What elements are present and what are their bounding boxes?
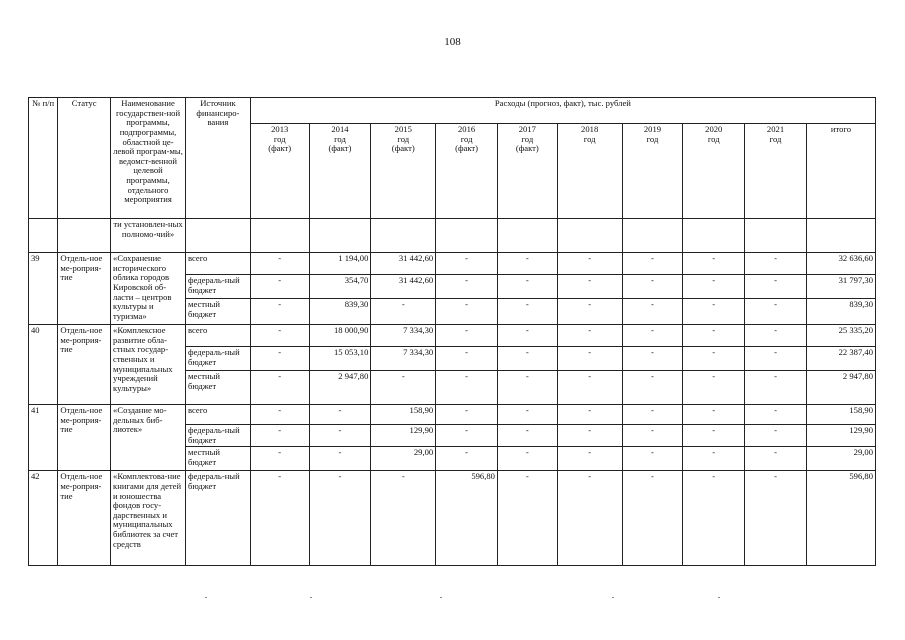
header-year [622,124,683,219]
header-status: Статус [58,98,111,219]
row-value: - [745,447,807,471]
year-sub: год [707,133,720,144]
row-source: местный бюджет [186,299,251,325]
table-row [29,405,876,425]
budget-table [28,97,876,566]
row-value: 29,00 [371,447,436,471]
scan-noise [0,597,905,601]
row-value: - [497,299,557,325]
row-value: - [745,325,807,347]
row-value: 158,90 [371,405,436,425]
cont-empty [29,219,58,253]
year-sub: год [521,133,534,144]
row-source: федераль-ный бюджет [186,425,251,447]
row-status: Отдель-ное ме-роприя-тие [58,325,111,405]
row-value: 18 000,90 [309,325,371,347]
row-value: - [745,299,807,325]
year-sub: год [397,133,410,144]
row-value: - [250,425,309,447]
header-year [250,124,309,219]
table-row [29,471,876,566]
continuation-row [29,219,876,253]
header-total: итого [806,124,875,219]
row-value: - [436,405,498,425]
row-source: всего [186,405,251,425]
row-value: - [436,425,498,447]
cont-empty [250,219,309,253]
row-source: местный бюджет [186,447,251,471]
cont-empty [745,219,807,253]
row-status: Отдель-ное ме-роприя-тие [58,253,111,325]
row-value: - [250,325,309,347]
year-label: 2020 [705,124,723,134]
row-value: - [250,447,309,471]
header-row [29,98,876,124]
year-label: 2016 [457,124,476,134]
row-value: 31 442,60 [371,253,436,275]
row-value: - [371,471,436,566]
row-value: - [622,347,683,371]
row-value: - [683,447,745,471]
row-value: - [622,325,683,347]
row-value: - [497,275,557,299]
row-source: местный бюджет [186,371,251,405]
row-value: - [745,425,807,447]
row-name: «Комплексное развитие обла-стных государ-ственных и муниципальных учреждений культуры» [111,325,186,405]
header-num: № п/п [29,98,58,219]
row-value: 596,80 [436,471,498,566]
row-value: - [683,471,745,566]
row-value: - [745,405,807,425]
table-row [29,325,876,347]
year-sub: год [646,133,659,144]
row-value: - [497,425,557,447]
row-source: федераль-ный бюджет [186,347,251,371]
year-note: (факт) [268,143,292,154]
year-note: (факт) [391,143,415,154]
row-total: 596,80 [806,471,875,566]
cont-name: ти установлен-ных полномо-чий» [111,219,186,253]
year-note: (факт) [515,143,539,154]
row-value: - [557,253,622,275]
row-value: - [683,325,745,347]
row-value: - [622,299,683,325]
row-value: 129,90 [371,425,436,447]
row-value: - [436,371,498,405]
row-value: - [436,299,498,325]
year-label: 2017 [518,124,536,134]
row-value: - [309,425,371,447]
year-note: (факт) [328,143,352,154]
row-value: - [309,471,371,566]
row-value: - [250,275,309,299]
row-value: - [371,371,436,405]
row-value: - [497,447,557,471]
row-value: - [683,425,745,447]
row-value: - [250,405,309,425]
row-value: - [683,371,745,405]
row-value: - [371,299,436,325]
row-value: - [557,325,622,347]
row-value: - [745,253,807,275]
row-value: - [745,347,807,371]
row-number: 39 [29,253,58,325]
row-value: 31 442,60 [371,275,436,299]
cont-empty [436,219,498,253]
row-value: 1 194,00 [309,253,371,275]
row-total: 32 636,60 [806,253,875,275]
cont-empty [58,219,111,253]
row-value: - [683,253,745,275]
cont-empty [371,219,436,253]
row-value: - [557,425,622,447]
row-status: Отдель-ное ме-роприя-тие [58,405,111,471]
row-total: 25 335,20 [806,325,875,347]
row-total: 29,00 [806,447,875,471]
row-value: - [683,299,745,325]
header-source: Источник финансиро-вания [186,98,251,219]
cont-empty [622,219,683,253]
cont-empty [683,219,745,253]
row-value: - [622,447,683,471]
row-name: «Сохранение исторического облика городов Кировской об-ласти – центров культуры и туризма» [111,253,186,325]
row-value: - [436,347,498,371]
row-total: 158,90 [806,405,875,425]
row-value: - [622,275,683,299]
row-total: 2 947,80 [806,371,875,405]
row-value: - [622,371,683,405]
header-expenses: Расходы (прогноз, факт), тыс. рублей [250,98,875,124]
row-value: - [557,299,622,325]
row-value: - [557,447,622,471]
row-source: федераль-ный бюджет [186,275,251,299]
row-total: 839,30 [806,299,875,325]
row-value: - [683,347,745,371]
row-value: 7 334,30 [371,347,436,371]
row-value: - [683,405,745,425]
row-value: - [622,405,683,425]
row-value: - [622,471,683,566]
year-label: 2019 [643,124,662,134]
year-label: 2013 [271,124,289,134]
row-number: 41 [29,405,58,471]
row-value: - [436,253,498,275]
row-value: - [250,347,309,371]
header-year [309,124,371,219]
row-source: всего [186,253,251,275]
header-year [683,124,745,219]
page-number: 108 [444,36,461,48]
cont-empty [186,219,251,253]
year-label: 2018 [581,124,599,134]
cont-empty [309,219,371,253]
row-value: - [497,325,557,347]
row-value: 2 947,80 [309,371,371,405]
row-value: - [622,425,683,447]
year-sub: год [583,133,596,144]
row-name: «Создание мо-дельных биб-лиотек» [111,405,186,471]
row-value: - [557,405,622,425]
row-value: - [557,347,622,371]
row-value: - [745,471,807,566]
row-value: 839,30 [309,299,371,325]
row-value: - [250,299,309,325]
row-value: 7 334,30 [371,325,436,347]
header-year [436,124,498,219]
year-sub: год [460,133,473,144]
row-value: - [557,471,622,566]
row-source: федераль-ный бюджет [186,471,251,566]
year-label: 2014 [331,124,349,134]
row-total: 31 797,30 [806,275,875,299]
row-number: 40 [29,325,58,405]
year-sub: год [334,133,346,144]
row-name: «Комплектова-ние книгами для детей и юношества фондов госу-дарственных и муниципальных библиотек за счет средств [111,471,186,566]
row-value: - [497,371,557,405]
header-year [497,124,557,219]
row-value: - [497,347,557,371]
row-value: - [745,371,807,405]
row-total: 22 387,40 [806,347,875,371]
row-value: - [309,447,371,471]
row-value: - [745,275,807,299]
row-value: - [557,275,622,299]
row-value: - [436,325,498,347]
cont-empty [557,219,622,253]
header-year [557,124,622,219]
row-value: - [250,471,309,566]
table-row [29,253,876,275]
row-value: - [436,447,498,471]
header-year [745,124,807,219]
row-value: 15 053,10 [309,347,371,371]
row-number: 42 [29,471,58,566]
row-value: - [497,471,557,566]
row-value: - [309,405,371,425]
year-sub: год [769,133,782,144]
year-label: 2021 [766,124,785,134]
year-label: 2015 [394,124,412,134]
year-sub: год [273,133,286,144]
cont-empty [497,219,557,253]
header-name: Наименование государствен-ной программы, подпрограммы, областной це-левой програм-мы, ведомст-венной целевой программы, отдельного мероприятия [111,98,186,219]
row-value: - [436,275,498,299]
header-year [371,124,436,219]
row-value: - [557,371,622,405]
row-value: - [250,371,309,405]
row-value: 354,70 [309,275,371,299]
row-source: всего [186,325,251,347]
row-value: - [683,275,745,299]
row-status: Отдель-ное ме-роприя-тие [58,471,111,566]
row-value: - [250,253,309,275]
row-value: - [497,405,557,425]
row-value: - [497,253,557,275]
row-total: 129,90 [806,425,875,447]
row-value: - [622,253,683,275]
year-note: (факт) [455,143,479,154]
cont-empty [806,219,875,253]
